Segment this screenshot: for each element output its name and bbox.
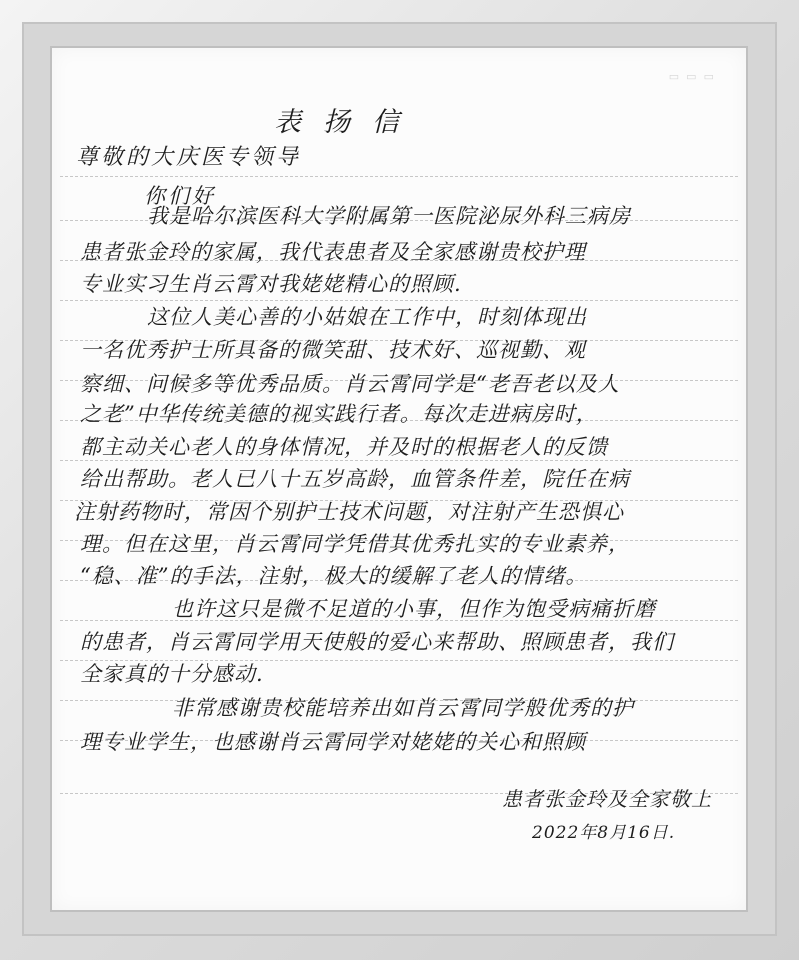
letter-line: 这位人美心善的小姑娘在工作中，时刻体现出 bbox=[147, 305, 587, 329]
letter-line: 非常感谢贵校能培养出如肖云霄同学般优秀的护 bbox=[172, 696, 634, 720]
letter-line: 专业实习生肖云霄对我姥姥精心的照顾. bbox=[80, 272, 462, 296]
letter-line: 都主动关心老人的身体情况，并及时的根据老人的反馈 bbox=[80, 435, 608, 459]
letter-greeting: 你们好 bbox=[144, 184, 216, 208]
letter-title: 表扬信 bbox=[274, 107, 421, 138]
letter-line: 给出帮助。老人已八十五岁高龄，血管条件差，院任在病 bbox=[80, 467, 630, 491]
letter-line: 察细、问候多等优秀品质。肖云霄同学是“老吾老以及人 bbox=[80, 372, 620, 396]
letter-line: “稳、准”的手法，注射，极大的缓解了老人的情绪。 bbox=[80, 564, 588, 588]
letter-line: 我是哈尔滨医科大学附属第一医院泌尿外科三病房 bbox=[147, 204, 631, 228]
letter-paper bbox=[52, 48, 746, 910]
letter-line: 理。但在这里，肖云霄同学凭借其优秀扎实的专业素养， bbox=[80, 532, 630, 556]
letter-line: 的患者，肖云霄同学用天使般的爱心来帮助、照顾患者，我们 bbox=[80, 630, 674, 654]
letter-signature: 患者张金玲及全家敬上 bbox=[502, 787, 712, 811]
letter-line: 之老”中华传统美德的视实践行者。每次走进病房时， bbox=[80, 402, 598, 426]
letter-line: 一名优秀护士所具备的微笑甜、技术好、巡视勤、观 bbox=[80, 338, 586, 362]
ruled-line bbox=[60, 176, 738, 177]
letter-salutation: 尊敬的大庆医专领导 bbox=[76, 145, 302, 170]
letter-line: 注射药物时，常因个别护士技术问题，对注射产生恐惧心 bbox=[74, 500, 624, 524]
letter-line: 全家真的十分感动. bbox=[80, 662, 264, 686]
letter-date: 2022年8月16日. bbox=[532, 823, 676, 843]
paper-watermark: ▭ ▭ ▭ bbox=[668, 71, 716, 83]
letter-line: 理专业学生，也感谢肖云霄同学对姥姥的关心和照顾 bbox=[80, 730, 586, 754]
letter-line: 患者张金玲的家属，我代表患者及全家感谢贵校护理 bbox=[80, 240, 586, 264]
letter-line: 也许这只是微不足道的小事，但作为饱受病痛折磨 bbox=[172, 597, 656, 621]
